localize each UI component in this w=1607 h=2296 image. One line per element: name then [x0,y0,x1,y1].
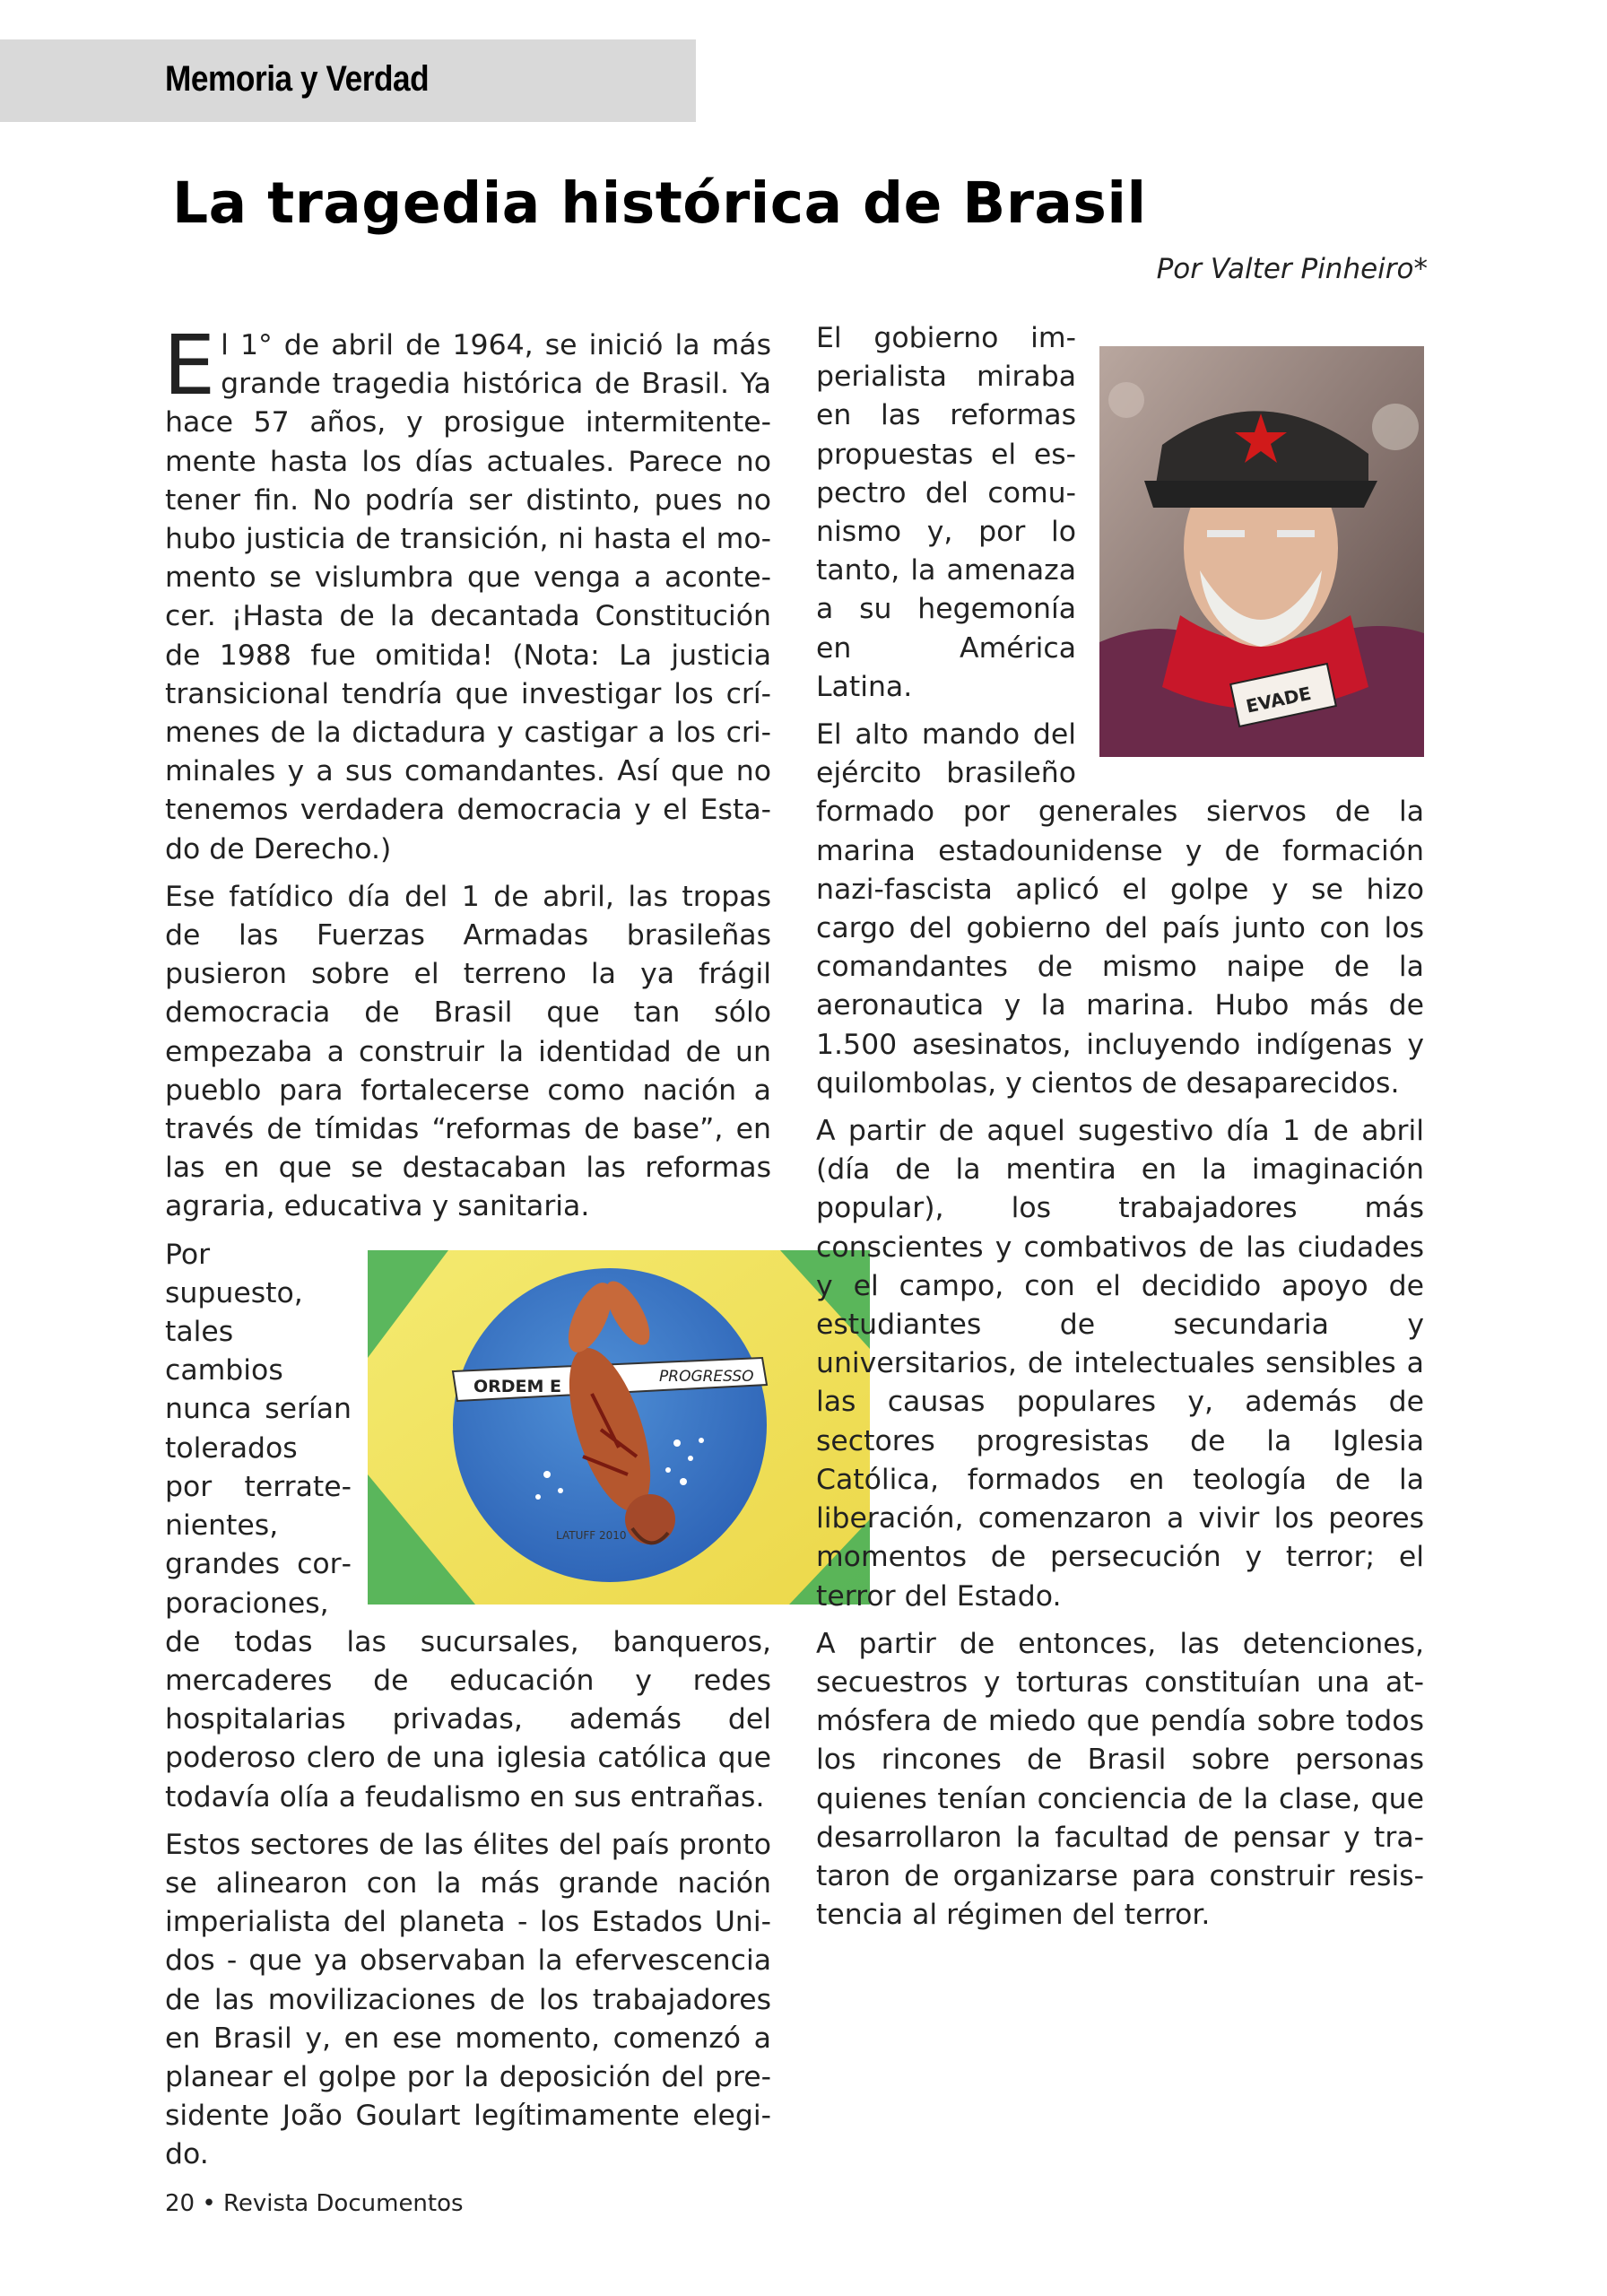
article-byline: Por Valter Pinheiro* [1156,253,1428,285]
paragraph-4: Estos sectores de las élites del país pronto se alinearon con la más grande nación imperialista del planeta - los Estados Unidos - que ya observaban la efervescencia de las movilizaciones de los trabajadores en Brasil y, en ese momento, comenzó a planear el golpe por la deposición del presidente João Goulart legítimamente elegido. [165,1828,771,2171]
footer-bullet: • [202,2190,216,2217]
paragraph-2: Ese fatídico día del 1 de abril, las tropas de las Fuerzas Armadas brasileñas pusieron sobre el terreno la ya frágil democracia de Brasil que tan sólo empezaba a construir la identidad de un pueblo para fortalecerse como nación a través de tímidas “reformas de base”, en las en que se destacaban las reformas agraria, educativa y sanitaria. [165,880,771,1223]
page-footer [165,2190,464,2217]
author-portrait [1099,346,1424,757]
paragraph-7: A partir de aquel sugestivo día 1 de abril (día de la mentira en la imaginación popular), los trabajadores más conscientes y combativos de las ciudades y el campo, con el decidido apoyo de estudiantes de secundaria y universitarios, de intelectuales sensibles a las causas populares y, además de sectores progresistas de la Iglesia Católica, formados en teología de la liberación, comenzaron a vivir los peores momentos de persecución y terror; el terror del Estado. [816,1115,1424,1613]
article-title: La tragedia histórica de Brasil [172,170,1147,236]
cap-badge-text: EVADE [1244,682,1314,718]
right-column [816,319,1424,1944]
cartoon-illustration [368,1250,870,1605]
cartoon-signature: LATUFF 2010 [556,1528,627,1542]
publication-name: Revista Documentos [222,2190,464,2217]
paragraph-6: El alto mando del ejército brasileño formado por generales siervos de la marina estadounidense y de formación nazi-fascista aplicó el golpe y se hizo cargo del gobierno del país junto con los comandantes de mismo naipe de la aeronautica y la marina. Hubo más de 1.500 asesinatos, incluyendo indígenas y quilombolas, y cientos de desaparecidos. [816,718,1424,1100]
drop-cap: E [163,317,216,413]
paragraph-8: A partir de entonces, las detenciones, secuestros y torturas constituían una atmósfera de miedo que pendía sobre todos los rincones de Brasil sobre personas quienes tenían conciencia de la clase, que desarrollaron la facultad de pensar y trataron de organizarse para construir resistencia al régimen del terror. [816,1627,1424,1932]
left-column [163,317,771,2184]
banner-left-text: ORDEM E [473,1376,562,1396]
paragraph-5 [816,319,1424,718]
paragraph-3-text: Por supuesto, tales cambios nunca serían tolerados por terratenientes, grandes corporaciones, de todas las sucursales, banqueros, mercaderes de educación y redes hospitalarias privadas, además del poderoso clero de una iglesia católica que todavía olía a feudalismo en sus entrañas. [165,1238,771,1813]
paragraph-5-text: El gobierno imperialista miraba en las reformas propuestas el espectro del comunismo y, por lo tanto, la amenaza a su hegemonía en América Latina. [816,322,1076,703]
author-photo [1099,346,1424,757]
banner-right-text: PROGRESSO [659,1367,754,1386]
section-label: Memoria y Verdad [165,59,430,99]
paragraph-1-text: l 1° de abril de 1964, se inició la más grande tragedia histórica de Brasil. Ya hace 57 años, y prosigue intermitentemente hasta los días actuales. Parece no tener fin. No podría ser distinto, pues no hubo justicia de transición, ni hasta el momento se vislumbra que venga a acontecer. ¡Hasta de la decantada Constitución de 1988 fue omitida! (Nota: La justicia transicional tendría que investigar los crímenes de la dictadura y castigar a los criminales y a sus comandantes. Así que no tenemos verdadera democracia y el Estado de Derecho.) [165,329,771,865]
paragraph-1 [163,317,771,869]
page-number: 20 [165,2190,195,2217]
cartoon-art [368,1250,870,1605]
paragraph-3 [165,1236,771,1817]
